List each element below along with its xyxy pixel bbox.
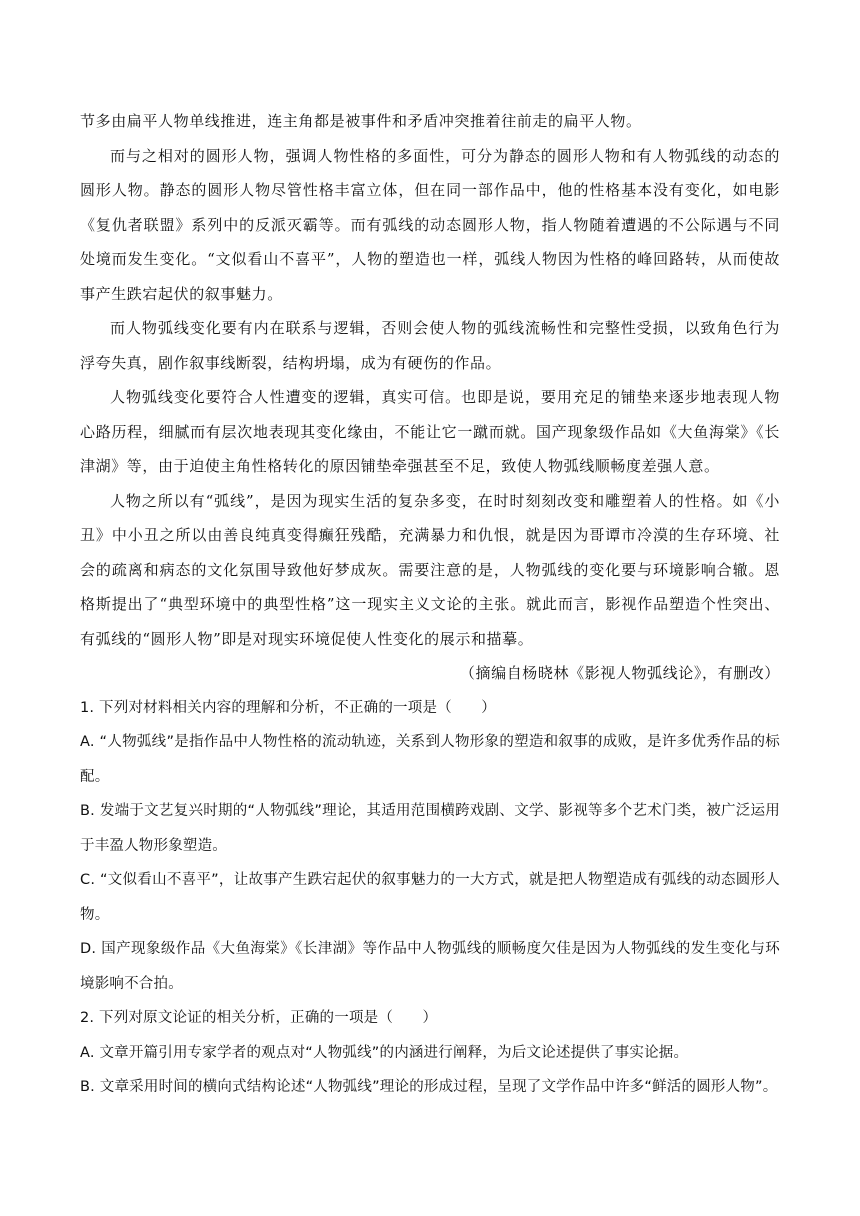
article-source: （摘编自杨晓林《影视人物弧线论》，有删改） bbox=[459, 664, 780, 682]
question-1-option-b: B. 发端于文艺复兴时期的“人物弧线”理论，其适用范围横跨戏剧、文学、影视等多个艺术门类，被广泛运用于丰盈人物形象塑造。 bbox=[80, 803, 780, 854]
question-2-option-a: A. 文章开篇引用专家学者的观点对“人物弧线”的内涵进行阐释，为后文论述提供了事实论据。 bbox=[80, 1044, 689, 1061]
question-1-option-c: C. “文似看山不喜平”，让故事产生跌宕起伏的叙事魅力的一大方式，就是把人物塑造成有弧线的动态圆形人物。 bbox=[80, 872, 780, 923]
article-paragraph-1: 节多由扁平人物单线推进，连主角都是被事件和矛盾冲突推着往前走的扁平人物。 bbox=[80, 112, 642, 130]
question-1-option-a: A. “人物弧线”是指作品中人物性格的流动轨迹，关系到人物形象的塑造和叙事的成败，是许多优秀作品的标配。 bbox=[80, 734, 780, 785]
article-paragraph-5: 人物之所以有“弧线”，是因为现实生活的复杂多变，在时时刻刻改变和雕塑着人的性格。如《小丑》中小丑之所以由善良纯真变得癫狂残酷，充满暴力和仇恨，就是因为哥谭市冷漠的生存环境、社会的疏离和病态的文化氛围导致他好梦成灰。需要注意的是，人物弧线的变化要与环境影响合辙。恩格斯提出了“典型环境中的典型性格”这一现实主义文论的主张。就此而言，影视作品塑造个性突出、有弧线的“圆形人物”即是对现实环境促使人性变化的展示和描摹。 bbox=[80, 491, 780, 648]
article-paragraph-4: 人物弧线变化要符合人性遭变的逻辑，真实可信。也即是说，要用充足的铺垫来逐步地表现人物心路历程，细腻而有层次地表现其变化缘由，不能让它一蹴而就。国产现象级作品如《大鱼海棠》《长津湖》等，由于迫使主角性格转化的原因铺垫牵强甚至不足，致使人物弧线顺畅度差强人意。 bbox=[80, 388, 780, 475]
question-1 bbox=[80, 691, 780, 1002]
article-paragraph-3: 而人物弧线变化要有内在联系与逻辑，否则会使人物的弧线流畅性和完整性受损，以致角色行为浮夸失真，剧作叙事线断裂，结构坍塌，成为有硬伤的作品。 bbox=[80, 319, 780, 372]
page-content bbox=[80, 104, 780, 1105]
question-2-stem: 2. 下列对原文论证的相关分析，正确的一项是（ ） bbox=[80, 1010, 438, 1026]
question-2-option-b: B. 文章采用时间的横向式结构论述“人物弧线”理论的形成过程，呈现了文学作品中许多“鲜活的圆形人物”。 bbox=[80, 1079, 778, 1095]
question-1-option-d: D. 国产现象级作品《大鱼海棠》《长津湖》等作品中人物弧线的顺畅度欠佳是因为人物弧线的发生变化与环境影响不合拍。 bbox=[80, 941, 780, 992]
question-1-stem: 1. 下列对材料相关内容的理解和分析，不正确的一项是（ ） bbox=[80, 699, 496, 716]
question-2 bbox=[80, 1001, 780, 1105]
article-paragraph-2: 而与之相对的圆形人物，强调人物性格的多面性，可分为静态的圆形人物和有人物弧线的动态的圆形人物。静态的圆形人物尽管性格丰富立体，但在同一部作品中，他的性格基本没有变化，如电影《复仇者联盟》系列中的反派灭霸等。而有弧线的动态圆形人物，指人物随着遭遇的不公际遇与不同处境而发生变化。“文似看山不喜平”，人物的塑造也一样，弧线人物因为性格的峰回路转，从而使故事产生跌宕起伏的叙事魅力。 bbox=[80, 146, 780, 303]
